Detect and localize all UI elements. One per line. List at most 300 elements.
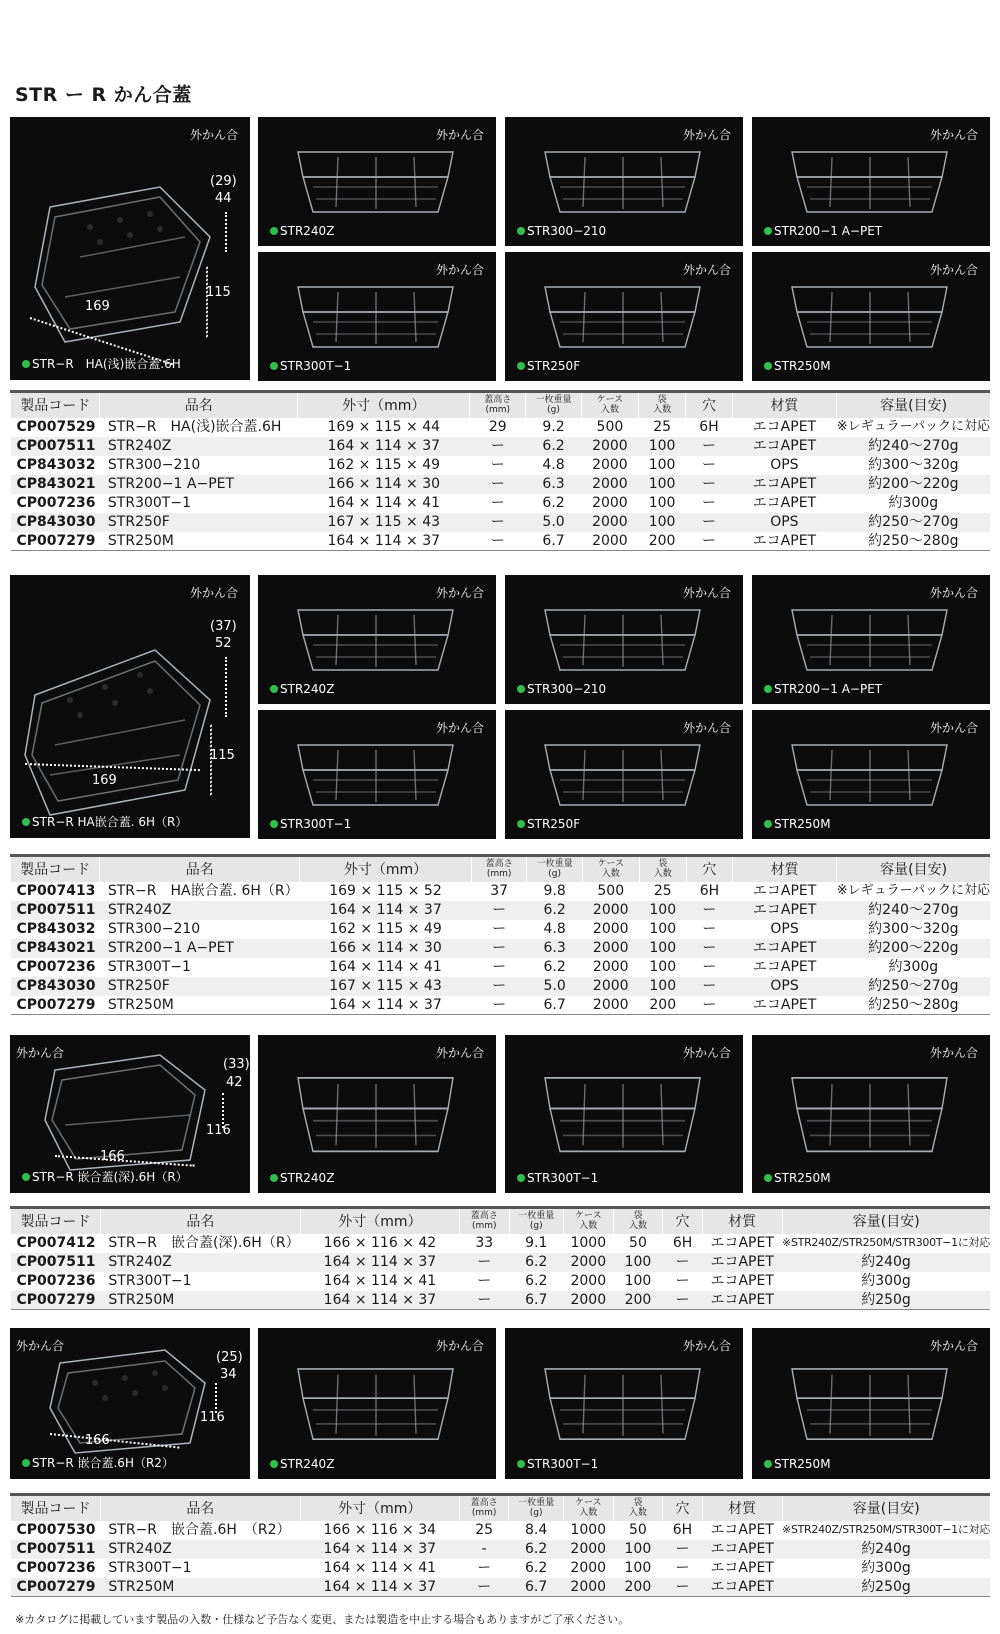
fit-type-badge: 外かん合 xyxy=(682,586,731,600)
table-cell: 164 × 114 × 37 xyxy=(298,532,470,551)
column-header: 蓋高さ (mm) xyxy=(459,1495,509,1521)
green-dot-icon xyxy=(764,1460,772,1468)
table-cell: 6.3 xyxy=(526,475,582,494)
main-product-photo xyxy=(10,575,250,838)
table-cell: エコAPET xyxy=(732,532,837,551)
product-caption: STR250M xyxy=(764,1457,831,1471)
green-dot-icon xyxy=(764,1174,772,1182)
table-cell: 6.2 xyxy=(527,901,582,920)
table-cell: 6.7 xyxy=(527,996,582,1015)
table-cell: 6.2 xyxy=(525,1560,548,1576)
table-cell: 37 xyxy=(490,883,509,899)
fit-type-badge: 外かん合 xyxy=(682,128,731,142)
product-caption: STR250M xyxy=(764,359,831,373)
table-cell: 25 xyxy=(653,419,672,435)
table-cell: ※レギュラーパックに対応 xyxy=(836,883,990,898)
table-cell: 169 × 115 × 44 xyxy=(327,419,441,435)
table-cell: 25 xyxy=(653,883,672,899)
table-header-row xyxy=(11,856,991,882)
table-cell: 約300〜320g xyxy=(868,921,959,937)
table-header-row xyxy=(11,392,991,418)
table-cell: CP843030 xyxy=(11,977,100,996)
fit-type-badge: 外かん合 xyxy=(435,1046,484,1060)
green-dot-icon xyxy=(517,1174,525,1182)
table-cell: STR300T−1 xyxy=(108,1560,192,1576)
table-row xyxy=(11,532,991,551)
thumb-photo xyxy=(505,1328,743,1479)
thumb-photo xyxy=(258,1035,496,1193)
table-cell: 167 × 115 × 43 xyxy=(298,513,470,532)
table-cell: 2000 xyxy=(581,475,638,494)
table-cell: 9.8 xyxy=(543,883,566,899)
fit-type-badge: 外かん合 xyxy=(682,1339,731,1353)
table-row xyxy=(11,958,991,977)
thumb-photo xyxy=(505,575,743,704)
table-row xyxy=(11,920,991,939)
table-cell: エコAPET xyxy=(752,883,817,899)
table-cell: 約200〜220g xyxy=(837,475,990,494)
fit-type-badge: 外かん合 xyxy=(682,721,731,735)
thumb-photo xyxy=(752,117,990,246)
table-cell: ー xyxy=(470,513,526,532)
table-cell: 2000 xyxy=(582,939,639,958)
table-cell: 100 xyxy=(648,457,676,473)
column-header: 製品コード xyxy=(11,392,100,418)
table-cell: ー xyxy=(686,939,732,958)
green-dot-icon xyxy=(517,820,525,828)
table-cell: STR300−210 xyxy=(107,457,201,473)
table-cell: STR300−210 xyxy=(107,921,201,937)
fit-type-badge: 外かん合 xyxy=(16,1339,65,1353)
column-header: 一枚重量 (g) xyxy=(509,1495,563,1521)
table-header-row xyxy=(11,1495,991,1521)
table-cell: 約250〜270g xyxy=(837,513,990,532)
table-cell: CP843032 xyxy=(16,457,96,473)
table-cell: 29 xyxy=(488,419,507,435)
product-caption: STR300T−1 xyxy=(270,359,351,373)
product-caption: STR−R 嵌合蓋.6H（R2） xyxy=(22,1454,174,1471)
table-cell: エコAPET xyxy=(732,437,837,456)
table-cell: 2000 xyxy=(563,1540,613,1559)
table-row xyxy=(11,977,991,996)
table-row xyxy=(11,1578,991,1597)
thumb-photo xyxy=(505,252,743,381)
thumb-photo xyxy=(258,710,496,839)
column-header: 容量(目安) xyxy=(782,1208,990,1234)
column-header: 蓋高さ (mm) xyxy=(470,392,526,418)
thumb-photo xyxy=(258,117,496,246)
dim-depth: 115 xyxy=(210,748,235,763)
table-cell: ー xyxy=(470,437,526,456)
table-cell: ー xyxy=(477,1273,492,1289)
dim-height-line xyxy=(225,657,227,717)
table-cell: 169 × 115 × 52 xyxy=(329,883,442,899)
tray-illustration xyxy=(10,575,250,838)
table-row xyxy=(11,437,991,456)
table-cell: 2000 xyxy=(592,457,628,473)
product-caption: STR−R HA(浅)嵌合蓋.6H xyxy=(22,355,181,372)
dim-height-line xyxy=(215,1383,217,1413)
green-dot-icon xyxy=(270,227,278,235)
column-header: ケース 入数 xyxy=(563,1208,613,1234)
table-cell: ー xyxy=(663,1578,703,1597)
column-header: ケース 入数 xyxy=(581,392,638,418)
column-header: 穴 xyxy=(686,392,732,418)
table-cell: STR250M xyxy=(100,1291,300,1310)
table-cell: 1000 xyxy=(570,1235,607,1251)
table-cell: CP007511 xyxy=(11,437,100,456)
table-cell: 164 × 114 × 41 xyxy=(327,495,441,511)
table-cell: 約250g xyxy=(782,1291,990,1310)
dim-total-height: 52 xyxy=(215,636,232,651)
dim-width: 169 xyxy=(92,773,117,788)
column-header: ケース 入数 xyxy=(563,1495,613,1521)
table-cell: 6.2 xyxy=(542,495,565,511)
product-caption: STR−R 嵌合蓋(深).6H（R） xyxy=(22,1168,188,1185)
table-cell: ー xyxy=(701,457,716,473)
dim-width: 166 xyxy=(100,1149,125,1164)
table-cell: 200 xyxy=(639,996,686,1015)
fit-type-badge: 外かん合 xyxy=(929,586,978,600)
table-row xyxy=(11,418,991,437)
dim-lid-height: (29) xyxy=(210,174,237,189)
table-cell: 166 × 114 × 30 xyxy=(298,475,470,494)
table-cell: 2000 xyxy=(592,959,629,975)
thumb-photo xyxy=(752,575,990,704)
column-header: 袋 入数 xyxy=(639,856,686,882)
table-cell: STR240Z xyxy=(100,901,300,920)
table-cell: 100 xyxy=(639,977,686,996)
dim-lid-height: (37) xyxy=(210,619,237,634)
table-cell: ー xyxy=(471,977,527,996)
table-cell: STR200−1 A−PET xyxy=(100,939,300,958)
table-cell: 2000 xyxy=(592,921,629,937)
green-dot-icon xyxy=(517,1460,525,1468)
column-header: 蓋高さ (mm) xyxy=(460,1208,510,1234)
table-cell: ※STR240Z/STR250M/STR300T−1に対応 xyxy=(782,1523,990,1536)
column-header: 穴 xyxy=(663,1208,703,1234)
dim-depth: 116 xyxy=(200,1410,225,1425)
thumb-photo xyxy=(752,252,990,381)
table-cell: 100 xyxy=(639,939,686,958)
thumb-photo xyxy=(505,710,743,839)
table-cell: エコAPET xyxy=(710,1235,774,1251)
table-row xyxy=(11,996,991,1015)
table-cell: CP007279 xyxy=(11,1578,101,1597)
table-cell: ー xyxy=(686,977,732,996)
table-cell: CP007236 xyxy=(16,495,96,511)
table-cell: ー xyxy=(490,457,505,473)
spec-table xyxy=(10,1493,990,1597)
fit-type-badge: 外かん合 xyxy=(16,1046,65,1060)
table-cell: 166 × 114 × 30 xyxy=(300,939,472,958)
table-cell: ー xyxy=(702,959,717,975)
product-caption: STR240Z xyxy=(270,224,334,238)
table-cell: ー xyxy=(477,1560,492,1576)
table-row xyxy=(11,1540,991,1559)
table-cell: ー xyxy=(492,959,507,975)
table-cell: 100 xyxy=(638,475,685,494)
table-cell: 2000 xyxy=(563,1253,613,1272)
table-cell: 162 × 115 × 49 xyxy=(329,921,442,937)
green-dot-icon xyxy=(270,685,278,693)
fit-type-badge: 外かん合 xyxy=(929,721,978,735)
table-cell: 166 × 116 × 42 xyxy=(323,1235,437,1251)
table-cell: 6H xyxy=(672,1522,693,1538)
dim-depth: 116 xyxy=(206,1123,231,1138)
table-cell: エコAPET xyxy=(710,1522,774,1538)
table-cell: エコAPET xyxy=(752,419,817,435)
table-cell: 約250〜280g xyxy=(837,532,990,551)
column-header: 外寸（mm） xyxy=(300,856,472,882)
table-cell: 164 × 114 × 37 xyxy=(300,996,472,1015)
green-dot-icon xyxy=(22,1173,30,1181)
product-caption: STR300−210 xyxy=(517,224,606,238)
product-caption: STR250F xyxy=(517,817,580,831)
table-cell: 200 xyxy=(613,1578,663,1597)
column-header: 製品コード xyxy=(11,1495,101,1521)
table-cell: 500 xyxy=(597,883,625,899)
table-cell: 25 xyxy=(475,1522,494,1538)
product-caption: STR300−210 xyxy=(517,682,606,696)
fit-type-badge: 外かん合 xyxy=(682,1046,731,1060)
table-cell: 6.7 xyxy=(509,1291,563,1310)
table-cell: 200 xyxy=(638,532,685,551)
table-cell: エコAPET xyxy=(733,901,837,920)
table-cell: 164 × 114 × 41 xyxy=(323,1560,437,1576)
column-header: 容量(目安) xyxy=(782,1495,990,1521)
thumb-photo xyxy=(752,1328,990,1479)
green-dot-icon xyxy=(517,362,525,370)
table-row xyxy=(11,1291,991,1310)
table-cell: OPS xyxy=(770,457,799,473)
table-cell: 164 × 114 × 37 xyxy=(300,1540,459,1559)
table-cell: 5.0 xyxy=(526,513,582,532)
table-cell: STR300T−1 xyxy=(107,959,191,975)
table-cell: 100 xyxy=(649,959,677,975)
table-cell: 164 × 114 × 37 xyxy=(300,1253,459,1272)
column-header: 容量(目安) xyxy=(837,856,990,882)
table-cell: 33 xyxy=(475,1235,494,1251)
table-cell: ー xyxy=(686,437,732,456)
table-cell: STR240Z xyxy=(100,437,298,456)
column-header: 穴 xyxy=(663,1495,703,1521)
table-cell: 100 xyxy=(613,1253,663,1272)
table-cell: 100 xyxy=(624,1560,652,1576)
table-cell: 2000 xyxy=(563,1291,613,1310)
table-cell: ー xyxy=(471,939,527,958)
table-cell: 6.7 xyxy=(526,532,582,551)
table-cell: 2000 xyxy=(563,1578,613,1597)
table-cell: 100 xyxy=(638,437,685,456)
fit-type-badge: 外かん合 xyxy=(929,128,978,142)
spec-table xyxy=(10,1206,990,1310)
thumb-photo xyxy=(258,1328,496,1479)
table-cell: 6.2 xyxy=(509,1253,563,1272)
dim-lid-height: (25) xyxy=(216,1350,243,1365)
column-header: 品名 xyxy=(100,856,300,882)
table-cell: エコAPET xyxy=(702,1578,782,1597)
table-cell: 4.8 xyxy=(543,921,566,937)
table-row xyxy=(11,882,991,901)
table-cell: 約300g xyxy=(888,495,939,511)
table-cell: 164 × 114 × 41 xyxy=(329,959,442,975)
column-header: 品名 xyxy=(100,1495,300,1521)
table-cell: 100 xyxy=(649,921,677,937)
dim-height-line xyxy=(225,212,227,252)
green-dot-icon xyxy=(270,362,278,370)
table-cell: OPS xyxy=(770,921,799,937)
table-cell: ー xyxy=(675,1273,690,1289)
dim-total-height: 44 xyxy=(215,191,232,206)
table-cell: ー xyxy=(686,901,732,920)
fit-type-badge: 外かん合 xyxy=(435,263,484,277)
fit-type-badge: 外かん合 xyxy=(929,1046,978,1060)
table-row xyxy=(11,939,991,958)
main-product-photo xyxy=(10,1035,250,1193)
table-cell: エコAPET xyxy=(710,1273,774,1289)
table-cell: STR250M xyxy=(100,1578,300,1597)
table-cell: 2000 xyxy=(581,437,638,456)
table-cell: CP007511 xyxy=(11,901,100,920)
fit-type-badge: 外かん合 xyxy=(189,586,238,600)
green-dot-icon xyxy=(764,685,772,693)
fit-type-badge: 外かん合 xyxy=(435,586,484,600)
green-dot-icon xyxy=(764,820,772,828)
table-cell: ー xyxy=(470,475,526,494)
table-cell: ー xyxy=(686,532,732,551)
table-cell: 2000 xyxy=(570,1560,607,1576)
table-cell: ー xyxy=(663,1540,703,1559)
table-cell: 2000 xyxy=(570,1273,607,1289)
table-cell: 約300g xyxy=(861,1560,911,1576)
table-cell: CP007530 xyxy=(16,1522,96,1538)
table-cell: ー xyxy=(686,475,732,494)
table-cell: 2000 xyxy=(581,532,638,551)
table-cell: STR300T−1 xyxy=(107,495,191,511)
column-header: 材質 xyxy=(733,856,837,882)
product-caption: STR240Z xyxy=(270,682,334,696)
table-row xyxy=(11,494,991,513)
product-caption: STR300T−1 xyxy=(270,817,351,831)
table-cell: 約200〜220g xyxy=(837,939,990,958)
table-cell: 約240g xyxy=(782,1253,990,1272)
green-dot-icon xyxy=(517,685,525,693)
table-cell: CP007279 xyxy=(11,1291,101,1310)
page-title: STR ー R かん合蓋 xyxy=(15,84,192,106)
table-cell: ー xyxy=(686,996,732,1015)
table-cell: 6.7 xyxy=(509,1578,563,1597)
table-cell: 164 × 114 × 37 xyxy=(300,1291,459,1310)
product-caption: STR200−1 A−PET xyxy=(764,682,882,696)
green-dot-icon xyxy=(22,1459,30,1467)
product-caption: STR200−1 A−PET xyxy=(764,224,882,238)
table-row xyxy=(11,475,991,494)
table-cell: ー xyxy=(702,921,717,937)
dim-total-height: 34 xyxy=(220,1367,237,1382)
tray-illustration xyxy=(10,117,250,380)
table-cell: CP007236 xyxy=(16,1560,96,1576)
column-header: 袋 入数 xyxy=(638,392,685,418)
table-row xyxy=(11,1272,991,1291)
column-header: 製品コード xyxy=(11,1208,101,1234)
fit-type-badge: 外かん合 xyxy=(682,263,731,277)
table-cell: CP007511 xyxy=(11,1253,101,1272)
table-cell: 2000 xyxy=(581,513,638,532)
dim-total-height: 42 xyxy=(226,1075,243,1090)
table-cell: ー xyxy=(663,1291,703,1310)
table-cell: ー xyxy=(663,1253,703,1272)
table-cell: STR−R HA嵌合蓋. 6H（R） xyxy=(107,883,299,899)
table-cell: 9.2 xyxy=(542,419,565,435)
table-cell: CP007279 xyxy=(11,532,100,551)
thumb-photo xyxy=(258,252,496,381)
table-cell: CP007413 xyxy=(16,883,96,899)
main-product-photo xyxy=(10,1328,250,1479)
table-cell: ※レギュラーパックに対応 xyxy=(836,419,990,434)
table-cell: ー xyxy=(460,1291,510,1310)
green-dot-icon xyxy=(270,1460,278,1468)
table-row xyxy=(11,901,991,920)
table-cell: STR−R 嵌合蓋(深).6H（R） xyxy=(108,1235,300,1251)
table-cell: CP007412 xyxy=(16,1235,96,1251)
table-cell: CP007511 xyxy=(11,1540,101,1559)
dim-width: 169 xyxy=(85,299,110,314)
table-cell: ー xyxy=(471,996,527,1015)
column-header: 品名 xyxy=(100,392,298,418)
table-cell: 4.8 xyxy=(542,457,565,473)
green-dot-icon xyxy=(517,227,525,235)
column-header: 一枚重量 (g) xyxy=(509,1208,563,1234)
table-cell: 2000 xyxy=(592,495,628,511)
table-cell: エコAPET xyxy=(702,1291,782,1310)
table-cell: 6.3 xyxy=(527,939,582,958)
table-cell: 6.2 xyxy=(525,1273,548,1289)
table-cell: ー xyxy=(701,495,716,511)
green-dot-icon xyxy=(22,818,30,826)
column-header: 材質 xyxy=(702,1208,782,1234)
product-caption: STR250M xyxy=(764,817,831,831)
table-cell: エコAPET xyxy=(733,996,837,1015)
column-header: 材質 xyxy=(732,392,837,418)
table-cell: STR300T−1 xyxy=(108,1273,192,1289)
table-cell: CP843032 xyxy=(16,921,96,937)
table-cell: STR250M xyxy=(100,532,298,551)
table-cell: 164 × 114 × 37 xyxy=(298,437,470,456)
table-cell: エコAPET xyxy=(752,959,817,975)
table-cell: 6.2 xyxy=(509,1540,563,1559)
table-cell: ー xyxy=(490,495,505,511)
table-cell: STR250F xyxy=(100,977,300,996)
thumb-photo xyxy=(258,575,496,704)
table-cell: 9.1 xyxy=(525,1235,548,1251)
table-cell: 164 × 114 × 37 xyxy=(300,901,472,920)
table-cell: ー xyxy=(686,513,732,532)
table-cell: 164 × 114 × 37 xyxy=(300,1578,459,1597)
table-cell: ー xyxy=(675,1560,690,1576)
thumb-photo xyxy=(505,1035,743,1193)
column-header: 一枚重量 (g) xyxy=(526,392,582,418)
green-dot-icon xyxy=(764,362,772,370)
thumb-photo xyxy=(752,1035,990,1193)
table-cell: OPS xyxy=(733,977,837,996)
column-header: 容量(目安) xyxy=(837,392,990,418)
table-row xyxy=(11,456,991,475)
table-cell: 167 × 115 × 43 xyxy=(300,977,472,996)
table-cell: STR250F xyxy=(100,513,298,532)
table-row xyxy=(11,1521,991,1540)
table-cell: 約300g xyxy=(861,1273,911,1289)
